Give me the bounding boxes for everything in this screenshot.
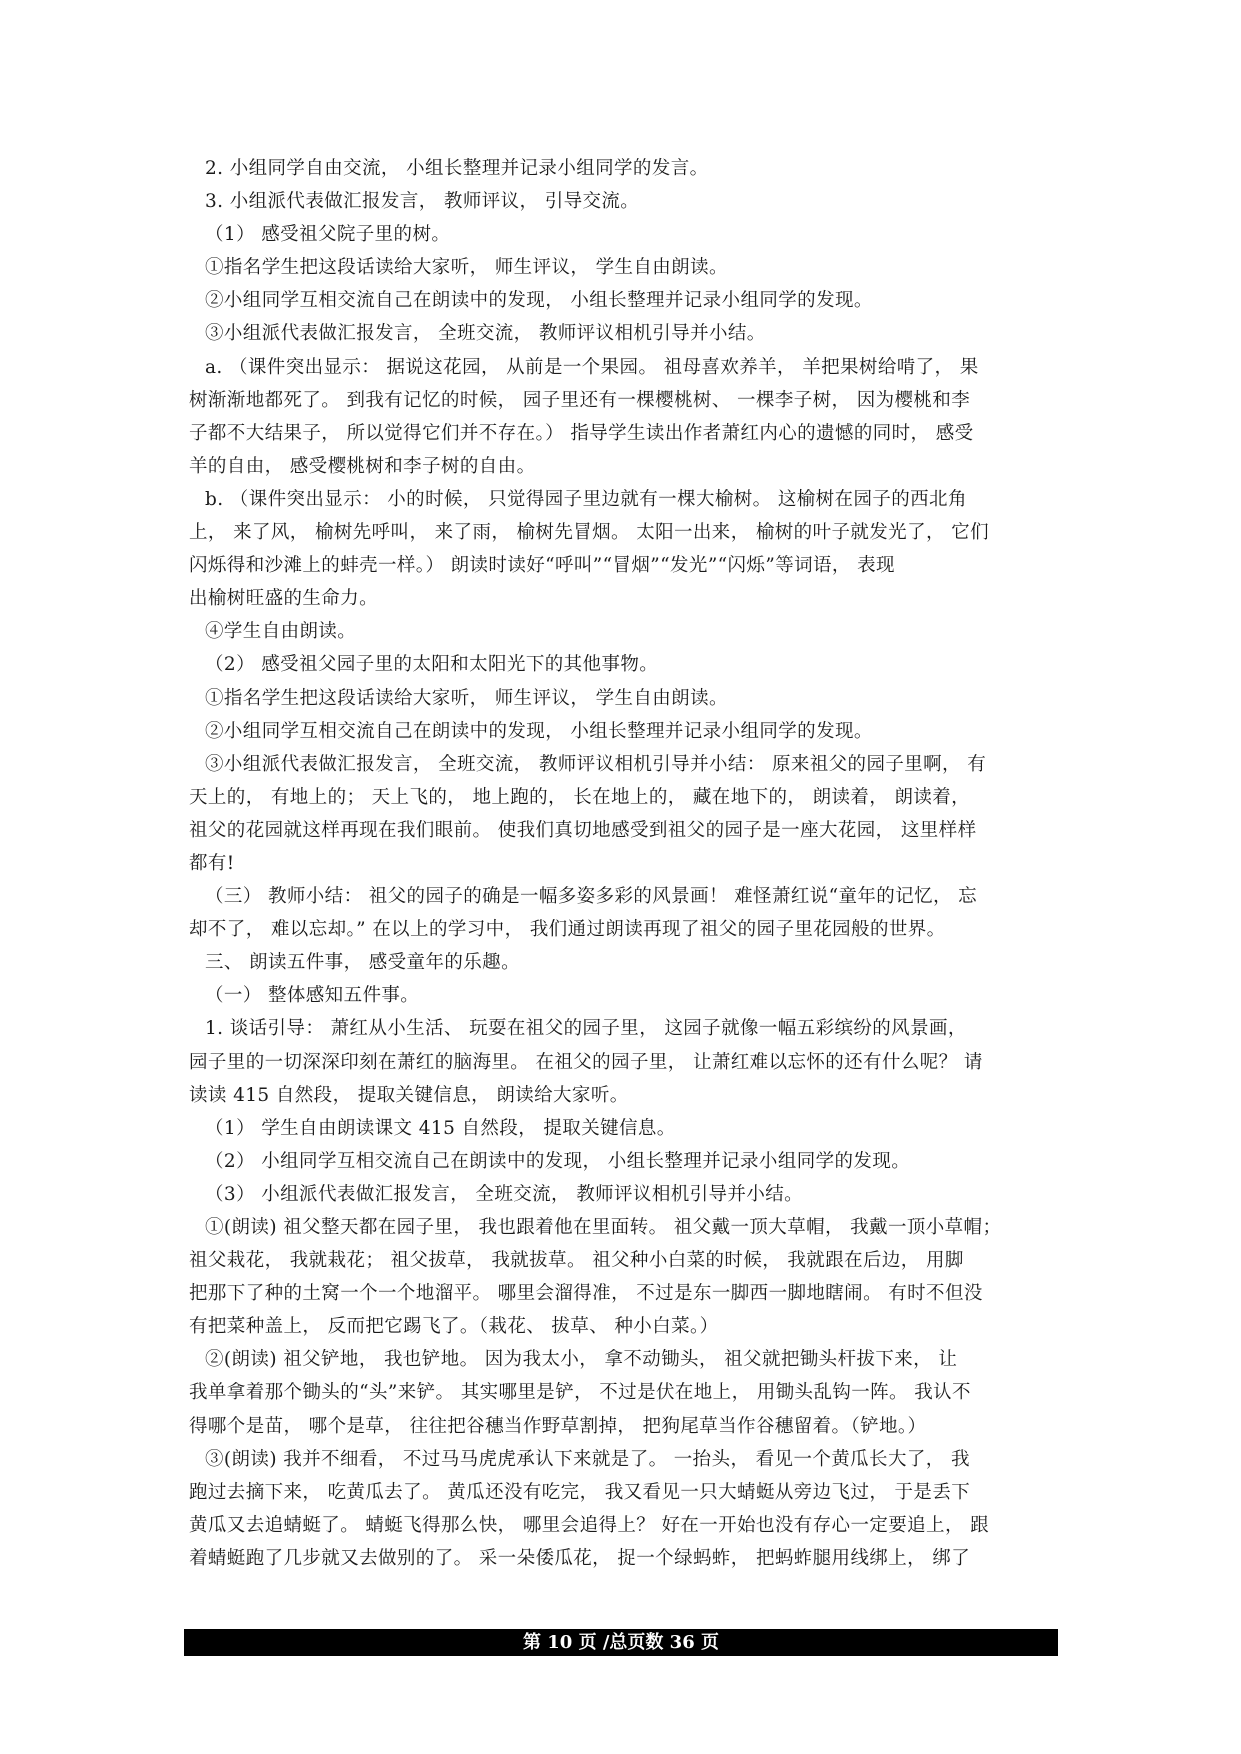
text-line: ③(朗读) 我并不细看， 不过马马虎虎承认下来就是了。 一抬头， 看见一个黄瓜长大了， 我 [205, 1448, 970, 1470]
text-line: 2. 小组同学自由交流， 小组长整理并记录小组同学的发言。 [205, 158, 709, 179]
text-line: 三、 朗读五件事， 感受童年的乐趣。 [205, 952, 520, 974]
text-line: 黄瓜又去追蜻蜓了。 蜻蜓飞得那么快， 哪里会追得上？ 好在一开始也没有存心一定要追上， 跟 [189, 1514, 990, 1536]
text-line: ③小组派代表做汇报发言， 全班交流， 教师评议相机引导并小结。 [205, 323, 766, 345]
text-line: ②小组同学互相交流自己在朗读中的发现， 小组长整理并记录小组同学的发现。 [205, 290, 873, 312]
text-line: ②小组同学互相交流自己在朗读中的发现， 小组长整理并记录小组同学的发现。 [205, 720, 873, 742]
text-line: 祖父栽花， 我就栽花； 祖父拔草， 我就拔草。 祖父种小白菜的时候， 我就跟在后边， 用脚 [189, 1250, 964, 1272]
text-line: （三） 教师小结： 祖父的园子的确是一幅多姿多彩的风景画！ 难怪萧红说“童年的记忆， 忘 [205, 886, 978, 908]
text-line: ④学生自由朗读。 [205, 621, 357, 643]
text-line: 子都不大结果子， 所以觉得它们并不存在。） 指导学生读出作者萧红内心的遗憾的同时， 感受 [189, 422, 974, 444]
text-line: 读读 415 自然段， 提取关键信息， 朗读给大家听。 [189, 1084, 629, 1106]
text-line: （2） 感受祖父园子里的太阳和太阳光下的其他事物。 [205, 654, 659, 676]
text-line: 出榆树旺盛的生命力。 [189, 588, 379, 610]
page-footer [184, 1629, 1058, 1656]
text-line: 把那下了种的土窝一个一个地溜平。 哪里会溜得准， 不过是东一脚西一脚地瞎闹。 有时不但没 [189, 1283, 983, 1305]
text-line: 跑过去摘下来， 吃黄瓜去了。 黄瓜还没有吃完， 我又看见一只大蜻蜓从旁边飞过， 于是丢下 [189, 1481, 971, 1503]
text-line: 园子里的一切深深印刻在萧红的脑海里。 在祖父的园子里， 让萧红难以忘怀的还有什么呢？ 请 [189, 1051, 983, 1073]
text-line: ①(朗读) 祖父整天都在园子里， 我也跟着他在里面转。 祖父戴一顶大草帽， 我戴一顶小草帽； [205, 1217, 1002, 1238]
text-line: 着蜻蜓跑了几步就又去做别的了。 采一朵倭瓜花， 捉一个绿蚂蚱， 把蚂蚱腿用线绑上， 绑了 [189, 1547, 971, 1569]
text-line: a. （课件突出显示： 据说这花园， 从前是一个果园。 祖母喜欢养羊， 羊把果树给啃了， 果 [205, 356, 979, 378]
text-line: 得哪个是苗， 哪个是草， 往往把谷穗当作野草割掉， 把狗尾草当作谷穗留着。（铲地。） [189, 1415, 927, 1437]
text-line: ①指名学生把这段话读给大家听， 师生评议， 学生自由朗读。 [205, 687, 728, 709]
text-line: ③小组派代表做汇报发言， 全班交流， 教师评议相机引导并小结： 原来祖父的园子里啊， 有 [205, 753, 987, 775]
text-line: 我单拿着那个锄头的“头”来铲。 其实哪里是铲， 不过是伏在地上， 用锄头乱钩一阵。 我认不 [189, 1382, 971, 1404]
text-line: （2） 小组同学互相交流自己在朗读中的发现， 小组长整理并记录小组同学的发现。 [205, 1150, 911, 1172]
text-line: 上， 来了风， 榆树先呼叫， 来了雨， 榆树先冒烟。 太阳一出来， 榆树的叶子就发光了， 它们 [189, 522, 989, 544]
text-line: （1） 感受祖父院子里的树。 [205, 224, 451, 246]
text-line: 1. 谈话引导： 萧红从小生活、 玩耍在祖父的园子里， 这园子就像一幅五彩缤纷的风景画， [205, 1018, 967, 1040]
document-body [189, 152, 1059, 1575]
text-line: （3） 小组派代表做汇报发言， 全班交流， 教师评议相机引导并小结。 [205, 1183, 804, 1205]
text-line: ②(朗读) 祖父铲地， 我也铲地。 因为我太小， 拿不动锄头， 祖父就把锄头杆拔下来， 让 [205, 1349, 958, 1371]
text-line: （一） 整体感知五件事。 [205, 985, 420, 1007]
text-line: 有把菜种盖上， 反而把它踢飞了。（栽花、 拔草、 种小白菜。） [189, 1316, 719, 1338]
text-line: （1） 学生自由朗读课文 415 自然段， 提取关键信息。 [205, 1117, 676, 1139]
text-line: b. （课件突出显示： 小的时候， 只觉得园子里边就有一棵大榆树。 这榆树在园子的西北角 [205, 488, 967, 510]
text-line: 祖父的花园就这样再现在我们眼前。 使我们真切地感受到祖父的园子是一座大花园， 这里样样 [189, 819, 977, 841]
text-line: 羊的自由， 感受樱桃树和李子树的自由。 [189, 455, 536, 477]
text-line: 3. 小组派代表做汇报发言， 教师评议， 引导交流。 [205, 191, 640, 213]
text-line: 树渐渐地都死了。 到我有记忆的时候， 园子里还有一棵樱桃树、 一棵李子树， 因为樱桃和李 [189, 389, 971, 411]
text-line: 都有! [189, 852, 235, 874]
text-line: 却不了， 难以忘却。” 在以上的学习中， 我们通过朗读再现了祖父的园子里花园般的世界。 [189, 919, 946, 941]
text-line: 天上的， 有地上的； 天上飞的， 地上跑的， 长在地上的， 藏在地下的， 朗读着， 朗读着， [189, 786, 971, 808]
text-line: 闪烁得和沙滩上的蚌壳一样。） 朗读时读好“呼叫”“冒烟”“发光”“闪烁”等词语， 表现 [189, 555, 895, 577]
text-line: ①指名学生把这段话读给大家听， 师生评议， 学生自由朗读。 [205, 257, 728, 279]
page-number-label: 第 10 页 /总页数 36 页 [522, 1632, 719, 1653]
